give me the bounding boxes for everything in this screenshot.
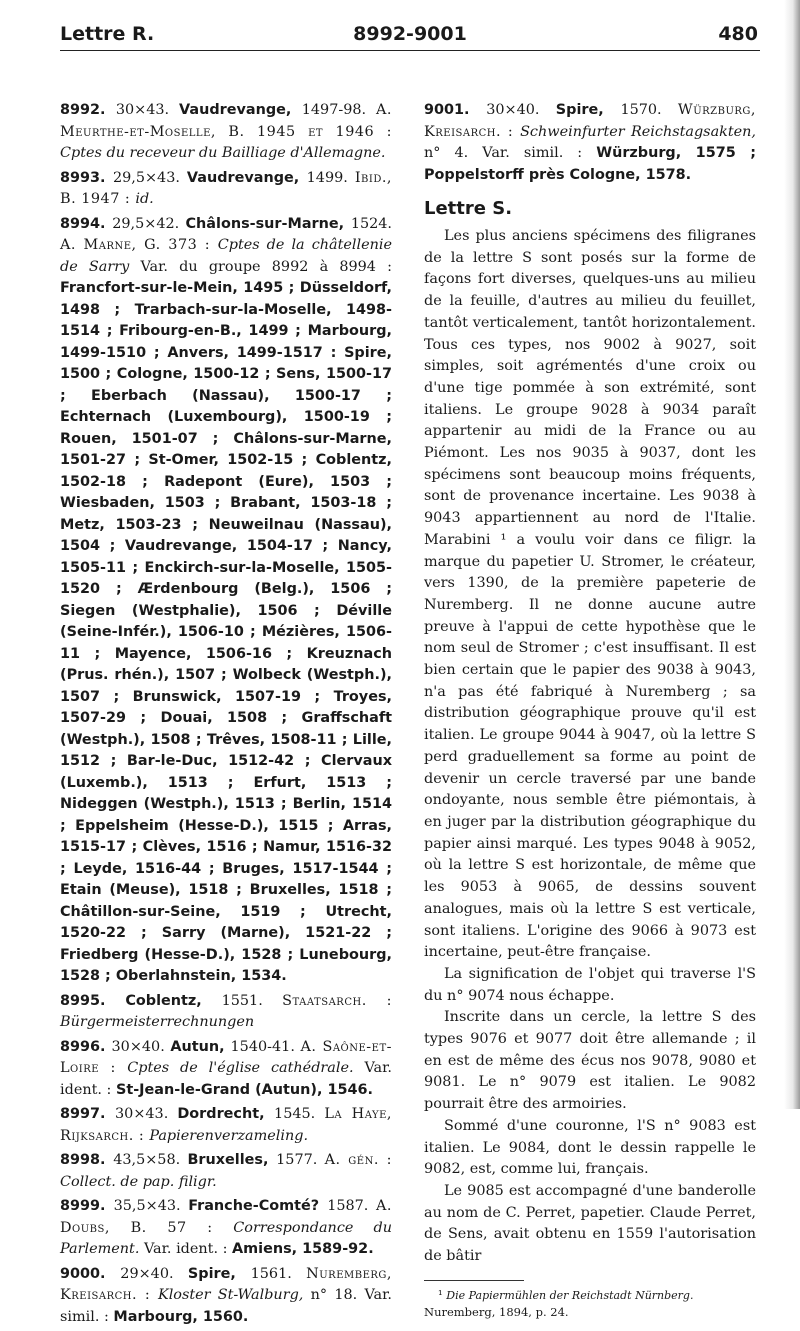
entry-place: Vaudrevange, [179, 102, 302, 118]
entry-place: Spire, [555, 102, 621, 118]
entry-dates: 1577. [276, 1152, 325, 1168]
entry-dates: 1551. [221, 992, 283, 1009]
catalog-entry [60, 1264, 392, 1329]
entry-source: A. Marne, G. 373 : [60, 237, 218, 253]
entry-variants-label: n° 18. Var. simil. : [60, 1287, 392, 1325]
section-title: Lettre S. [424, 198, 513, 219]
footnote-mark: ¹ [438, 1287, 443, 1302]
entry-variants-label: Var. ident. : [139, 1241, 233, 1257]
entry-place: Coblentz, [125, 992, 222, 1009]
entry-document-title: Schweinfurter Reichstagsakten, [520, 123, 757, 140]
entry-document-title: Bürgermeisterrechnungen [60, 1014, 255, 1030]
body-paragraph: La signification de l'objet qui traverse l'S du n° 9074 nous échappe. [424, 965, 756, 1004]
entry-number: 9001. [424, 102, 487, 118]
entry-dimensions: 29,5×43. [112, 169, 187, 186]
entry-document-title: id. [135, 191, 154, 207]
entry-number: 8995. [60, 992, 126, 1009]
entry-source: Staatsarch. : [282, 992, 392, 1009]
entry-document-title: Collect. de pap. filigr. [60, 1173, 217, 1190]
page-number: 480 [718, 23, 758, 45]
catalog-entry [60, 100, 392, 165]
body-paragraph: Le 9085 est accompagné d'une banderolle au nom de C. Perret, papetier. Claude Perret, de Sens, avait obtenu en 1559 l'autorisation de bâtir [424, 1182, 756, 1265]
entry-dimensions: 30×40. [111, 1038, 171, 1055]
entry-place: Châlons-sur-Marne, [185, 215, 351, 232]
entry-number: 8999. [60, 1198, 114, 1214]
entry-variants: Amiens, 1589-92. [232, 1241, 374, 1257]
body-paragraph: Inscrite dans un cercle, la lettre S des types 9076 et 9077 doit être allemande ; il en est de même des écus nos 9078, 9080 et 9081. Le n° 9079 est italien. Le 9082 pourrait être des armoiries. [424, 1009, 756, 1113]
catalog-entry [60, 1037, 392, 1102]
entry-number: 9000. [60, 1265, 121, 1282]
entry-number: 8993. [60, 169, 113, 186]
entry-number: 8997. [60, 1106, 116, 1122]
catalog-entry [60, 168, 392, 211]
entry-dimensions: 29×40. [120, 1265, 188, 1282]
footnote-rest: Nuremberg, 1894, p. 24. [424, 1304, 569, 1319]
catalog-entry [60, 991, 392, 1034]
entry-variants-label: Var. ident. : [60, 1060, 392, 1098]
entry-dimensions: 30×43. [115, 1106, 178, 1122]
entry-number: 8998. [60, 1152, 114, 1168]
entry-dates: 1540-41. [230, 1038, 301, 1055]
entry-document-title: Correspondance du Parlement. [60, 1219, 393, 1257]
entry-dates: 1497-98. [301, 102, 377, 118]
left-column [60, 100, 392, 1331]
entry-place: Vaudrevange, [186, 169, 307, 186]
entry-source: A. Saône-et-Loire : [60, 1038, 392, 1076]
entry-place: Dordrecht, [177, 1106, 275, 1122]
catalog-entry [60, 1104, 392, 1147]
entry-variants: Francfort-sur-le-Mein, 1495 ; Düsseldorf, 1498 ; Trarbach-sur-la-Moselle, 1498-1514 ; Fribourg-en-B., 1499 ; Marbourg, 1499-1510 ; Anvers, 1499-1517 : Spire, 1500 ; Cologne, 1500-12 ; Sens, 1500-17 ; Eberbach (Nassau), 1500-17 ; Echternach (Luxembourg), 1500-19 ; Rouen, 1501-07 ; Châlons-sur-Marne, 1501-27 ; St-Omer, 1502-15 ; Coblentz, 1502-18 ; Radepont (Eure), 1503 ; Wiesbaden, 1503 ; Brabant, 1503-18 ; Metz, 1503-23 ; Neuweilnau (Nassau), 1504 ; Vaudrevange, 1504-17 ; Nancy, 1505-11 ; Enckirch-sur-la-Moselle, 1505-1520 ; Ærdenbourg (Belg.), 1506 ; Siegen (Westphalie), 1506 ; Déville (Seine-Infér.), 1506-10 ; Mézières, 1506-11 ; Mayence, 1506-16 ; Kreuznach (Prus. rhén.), 1507 ; Wolbeck (Westph.), 1507 ; Brunswick, 1507-19 ; Troyes, 1507-29 ; Douai, 1508 ; Graffschaft (Westph.), 1508 ; Trêves, 1508-11 ; Lille, 1512 ; Bar-le-Duc, 1512-42 ; Clervaux (Luxemb.), 1513 ; Erfurt, 1513 ; Nideggen (Westph.), 1513 ; Berlin, 1514 ; Eppelsheim (Hesse-D.), 1515 ; Arras, 1515-17 ; Clèves, 1516 ; Namur, 1516-32 ; Leyde, 1516-44 ; Bruges, 1517-1544 ; Etain (Meuse), 1518 ; Bruxelles, 1518 ; Châtillon-sur-Seine, 1519 ; Utrecht, 1520-22 ; Sarry (Marne), 1521-22 ; Friedberg (Hesse-D.), 1528 ; Lunebourg, 1528 ; Oberlahnstein, 1534. [60, 280, 392, 984]
header-range: 8992-9001 [353, 23, 467, 45]
entry-dimensions: 35,5×43. [113, 1198, 189, 1214]
entry-place: Spire, [187, 1265, 251, 1282]
entry-dates: 1587. [327, 1198, 377, 1214]
entry-dates: 1524. [350, 215, 393, 232]
entry-source: A. Doubs, B. 57 : [60, 1198, 392, 1236]
entry-dates: 1570. [620, 102, 678, 118]
body-paragraph: Sommé d'une couronne, l'S n° 9083 est italien. Le 9084, dont le dessin rappelle le 9082, est, comme lui, français. [424, 1117, 756, 1178]
entry-source: La Haye, Rijksarch. : [60, 1106, 392, 1144]
entry-dimensions: 30×43. [115, 102, 180, 118]
footnote-rule [424, 1280, 524, 1281]
footnote [424, 1287, 756, 1320]
footnote-title: Die Papiermühlen der Reichstadt Nürnberg. [446, 1288, 694, 1302]
entry-variants: Würzburg, 1575 ; Poppelstorff près Cologne, 1578. [424, 145, 756, 183]
entry-dates: 1545. [274, 1106, 325, 1122]
entry-variants: Marbourg, 1560. [113, 1308, 249, 1325]
entry-source: A. Meurthe-et-Moselle, B. 1945 et 1946 : [60, 102, 392, 140]
entry-number: 8996. [60, 1038, 112, 1055]
entry-source: Ibid., B. 1947 : [60, 169, 392, 207]
catalog-entry [60, 1196, 392, 1261]
entry-document-title: Cptes du receveur du Bailliage d'Allemagne. [60, 145, 386, 161]
catalog-entry [60, 1150, 392, 1193]
page-edge-shadow [784, 0, 800, 1109]
entry-place: Franche-Comté? [188, 1198, 328, 1214]
right-column [424, 100, 756, 1320]
catalog-entry [60, 214, 392, 988]
entry-dimensions: 43,5×58. [113, 1152, 188, 1168]
entry-dates: 1499. [306, 169, 355, 186]
catalog-entry [424, 100, 756, 186]
entry-document-title: Papierenverzameling. [149, 1127, 309, 1144]
entry-dates: 1561. [250, 1265, 307, 1282]
entry-source: Würzburg, Kreisarch. : [424, 102, 756, 140]
entry-document-title: Cptes de l'église cathédrale. [127, 1060, 354, 1076]
body-paragraph: Les plus anciens spécimens des filigranes de la lettre S sont posés sur la forme de façons fort diverses, quelques-uns au milieu de la feuille, d'autres au milieu du feuillet, tantôt verticalement, tantôt horizontalement. Tous ces types, nos 9002 à 9027, soit simples, soit agrémentés d'une croix ou d'une tige pommée à son extrémité, sont italiens. Le groupe 9028 à 9034 paraît appartenir au midi de la France ou au Piémont. Les nos 9035 à 9037, dont les spécimens sont beaucoup moins fréquents, sont de provenance incertaine. Les 9038 à 9043 appartiennent au nord de l'Italie. Marabini ¹ a voulu voir dans ce filigr. la marque du papetier U. Stromer, le créateur, vers 1390, de la première papeterie de Nuremberg. Il ne donne aucune autre preuve à l'appui de cette hypothèse que le nom seul de Stromer ; c'est insuffisant. Il est bien certain que le papier des 9038 à 9043, n'a pas été fabriqué à Nuremberg ; sa distribution géographique prouve qu'il est italien. Le groupe 9044 à 9047, où la lettre S perd graduellement sa forme au point de devenir un cercle traversé par une bande ondoyante, nous semble être piémontais, à en juger par la distribution géographique du papier ainsi marqué. Les types 9048 à 9052, où la lettre S est horizontale, de même que les 9053 à 9065, de dessins souvent analogues, mais où la lettre S est verticale, sont italiens. L'origine des 9066 à 9073 est incertaine, peut-être française. [424, 228, 756, 961]
entry-variants-label: n° 4. Var. simil. : [424, 145, 597, 161]
entry-document-title: Cptes de la châtellenie de Sarry [60, 237, 393, 275]
entry-place: Autun, [170, 1038, 231, 1055]
running-header [60, 16, 760, 51]
entry-variants: St-Jean-le-Grand (Autun), 1546. [115, 1081, 373, 1098]
entry-source: Nuremberg, Kreisarch. : [60, 1265, 392, 1303]
entry-number: 8994. [60, 215, 113, 232]
entry-dimensions: 30×40. [486, 102, 556, 118]
entry-number: 8992. [60, 102, 116, 118]
entry-place: Bruxelles, [187, 1152, 277, 1168]
entry-source: A. gén. : [324, 1152, 393, 1168]
entry-variants-label: Var. du groupe 8992 à 8994 : [129, 258, 392, 275]
entry-document-title: Kloster St-Walburg, [157, 1287, 304, 1303]
entry-dimensions: 29,5×42. [112, 215, 186, 232]
header-section-title: Lettre R. [60, 23, 155, 45]
